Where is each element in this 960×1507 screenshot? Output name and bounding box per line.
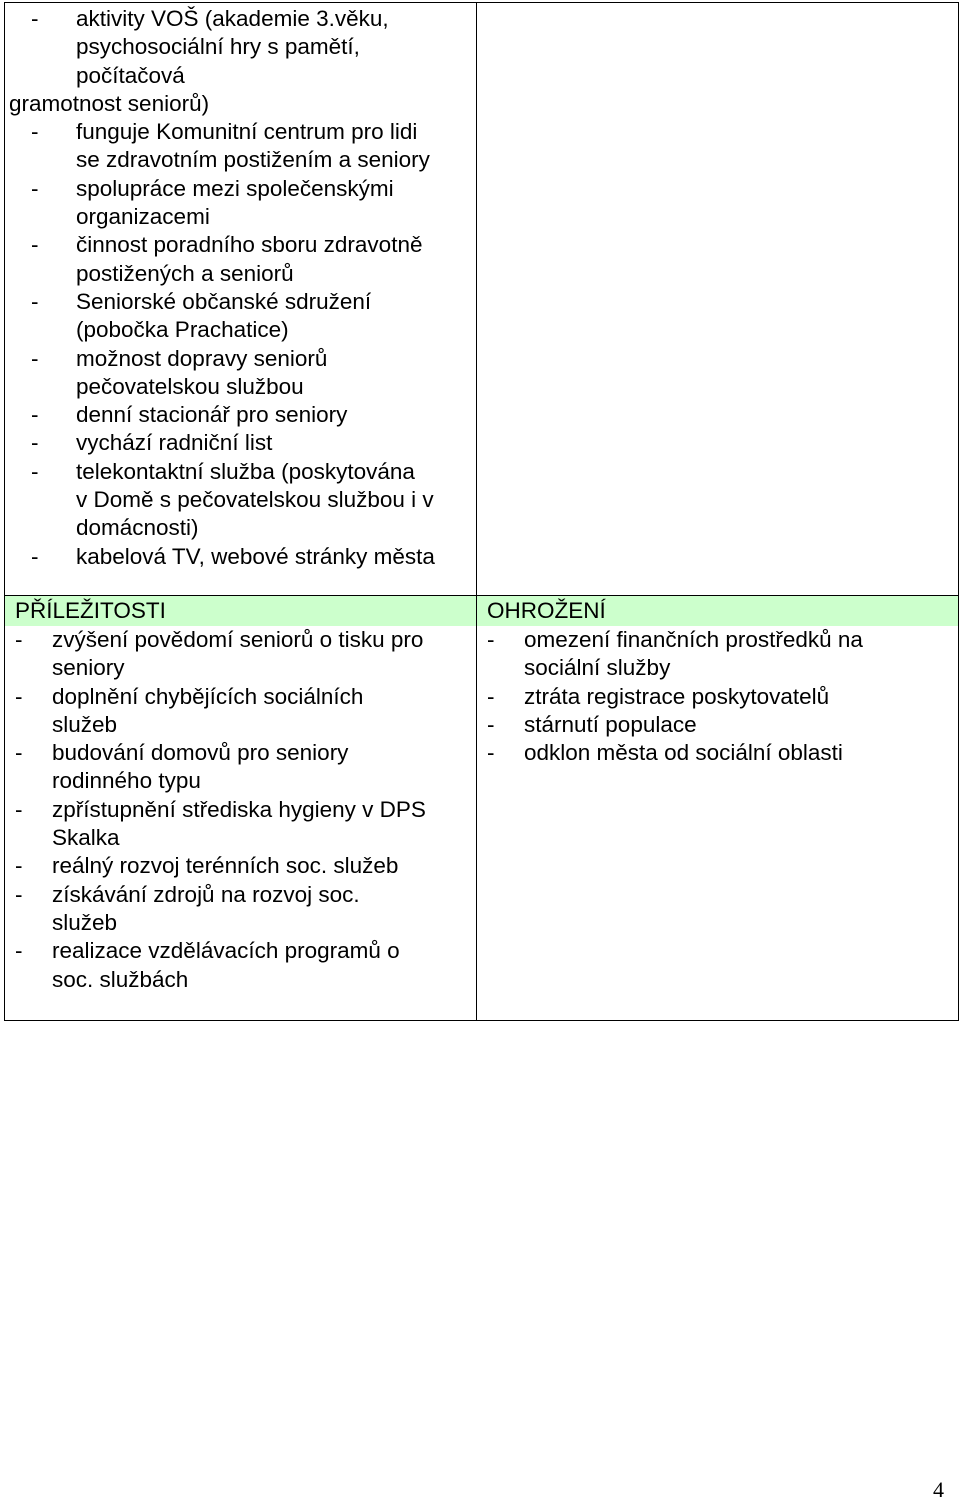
list-bullet-dash: - — [15, 853, 23, 879]
opportunity-item — [15, 852, 476, 880]
strengths-list-line — [31, 231, 476, 259]
list-item-text: organizacemi — [76, 204, 210, 230]
list-bullet-dash — [31, 514, 76, 542]
list-item-text: ztráta registrace poskytovatelů — [524, 683, 830, 709]
list-bullet-dash — [31, 373, 76, 401]
strengths-continuation-cell — [5, 3, 477, 596]
list-bullet-dash: - — [31, 232, 39, 258]
strengths-list-line — [31, 5, 476, 33]
opportunity-item — [15, 683, 476, 740]
strengths-list-line — [31, 62, 476, 90]
list-bullet-dash: - — [15, 627, 23, 652]
list-item-text: (pobočka Prachatice) — [76, 317, 289, 343]
list-bullet-dash: - — [487, 683, 495, 709]
list-item-text: získávání zdrojů na rozvoj soc. služeb — [52, 881, 360, 935]
list-bullet-dash: - — [31, 543, 39, 569]
list-item-text: realizace vzdělávacích programů o soc. službách — [52, 938, 400, 992]
opportunity-item — [15, 796, 476, 853]
strengths-list — [5, 3, 476, 571]
list-bullet-dash: - — [487, 740, 495, 766]
list-bullet-dash: - — [487, 711, 495, 737]
threat-item — [487, 683, 958, 711]
list-item-text: postižených a seniorů — [76, 260, 294, 286]
list-item-text: pečovatelskou službou — [76, 373, 304, 399]
strengths-list-line — [31, 33, 476, 61]
list-item-text: psychosociální hry s pamětí, — [76, 34, 360, 60]
list-bullet-dash: - — [31, 6, 39, 31]
strengths-list-line — [31, 458, 476, 486]
list-bullet-dash: - — [31, 175, 39, 201]
strengths-list-line — [31, 260, 476, 288]
strengths-list-line — [31, 175, 476, 203]
strengths-list-line — [5, 90, 476, 118]
strengths-list-line — [31, 543, 476, 571]
opportunity-item — [15, 626, 476, 683]
page-number: 4 — [933, 1477, 944, 1502]
list-bullet-dash — [31, 486, 76, 514]
swot-row-top — [5, 3, 959, 596]
list-item-text: odklon města od sociální oblasti — [524, 740, 843, 766]
list-bullet-dash — [31, 62, 76, 90]
list-item-text: denní stacionář pro seniory — [76, 402, 348, 428]
opportunity-item — [15, 937, 476, 994]
list-bullet-dash: - — [15, 796, 23, 822]
list-item-text: aktivity VOŠ (akademie 3.věku, — [76, 6, 389, 31]
threat-item — [487, 739, 958, 767]
list-item-text: zvýšení povědomí seniorů o tisku pro seniory — [52, 627, 424, 681]
list-item-text: doplnění chybějících sociálních služeb — [52, 683, 364, 737]
threat-item — [487, 626, 958, 683]
list-item-text: reálný rozvoj terénních soc. služeb — [52, 853, 399, 879]
list-bullet-dash: - — [31, 458, 39, 484]
threats-header: OHROŽENÍ — [477, 596, 958, 626]
opportunities-cell — [5, 596, 477, 1021]
list-bullet-dash: - — [15, 740, 23, 766]
list-item-text: možnost dopravy seniorů — [76, 345, 328, 371]
list-item-text: funguje Komunitní centrum pro lidi — [76, 119, 418, 145]
list-item-text: telekontaktní služba (poskytována — [76, 458, 415, 484]
opportunities-list — [5, 626, 476, 994]
list-bullet-dash: - — [31, 402, 39, 428]
swot-row-bottom — [5, 596, 959, 1021]
list-bullet-dash — [31, 146, 76, 174]
strengths-list-line — [31, 401, 476, 429]
list-item-text: počítačová — [76, 62, 185, 88]
strengths-list-line — [31, 288, 476, 316]
list-bullet-dash: - — [31, 288, 39, 314]
strengths-list-line — [31, 429, 476, 457]
list-item-text: se zdravotním postižením a seniory — [76, 147, 430, 173]
strengths-list-line — [31, 486, 476, 514]
opportunity-item — [15, 739, 476, 796]
list-item-text: zpřístupnění střediska hygieny v DPS Skalka — [52, 796, 426, 851]
list-bullet-dash: - — [31, 119, 39, 145]
list-item-text: omezení finančních prostředků na sociální služby — [524, 627, 863, 681]
list-bullet-dash — [31, 33, 76, 61]
list-bullet-dash — [31, 203, 76, 231]
list-bullet-dash: - — [31, 430, 39, 456]
threats-list — [477, 626, 958, 767]
list-bullet-dash — [31, 260, 76, 288]
strengths-list-line — [31, 316, 476, 344]
opportunities-header: PŘÍLEŽITOSTI — [5, 596, 476, 626]
threats-cell — [477, 596, 959, 1021]
list-bullet-dash — [31, 316, 76, 344]
list-item-text: kabelová TV, webové stránky města — [76, 543, 435, 569]
list-item-text: vychází radniční list — [76, 430, 273, 456]
strengths-list-line — [31, 203, 476, 231]
list-item-text: činnost poradního sboru zdravotně — [76, 232, 423, 258]
list-item-text: gramotnost seniorů) — [9, 90, 210, 116]
list-item-text: v Domě s pečovatelskou službou i v — [76, 487, 434, 513]
list-item-text: stárnutí populace — [524, 711, 697, 737]
opportunity-item — [15, 881, 476, 938]
list-item-text: budování domovů pro seniory rodinného typu — [52, 740, 349, 794]
list-bullet-dash: - — [15, 881, 23, 907]
list-bullet-dash: - — [15, 683, 23, 709]
strengths-list-line — [31, 118, 476, 146]
swot-table — [4, 2, 959, 1021]
threat-item — [487, 711, 958, 739]
strengths-list-line — [31, 146, 476, 174]
list-item-text: domácnosti) — [76, 515, 199, 541]
list-bullet-dash: - — [31, 345, 39, 371]
list-bullet-dash: - — [487, 627, 495, 652]
strengths-list-line — [31, 373, 476, 401]
strengths-list-line — [31, 345, 476, 373]
list-item-text: Seniorské občanské sdružení — [76, 288, 372, 314]
weaknesses-continuation-cell — [477, 3, 959, 596]
list-item-text: spolupráce mezi společenskými — [76, 175, 394, 201]
strengths-list-line — [31, 514, 476, 542]
list-bullet-dash: - — [15, 938, 23, 964]
